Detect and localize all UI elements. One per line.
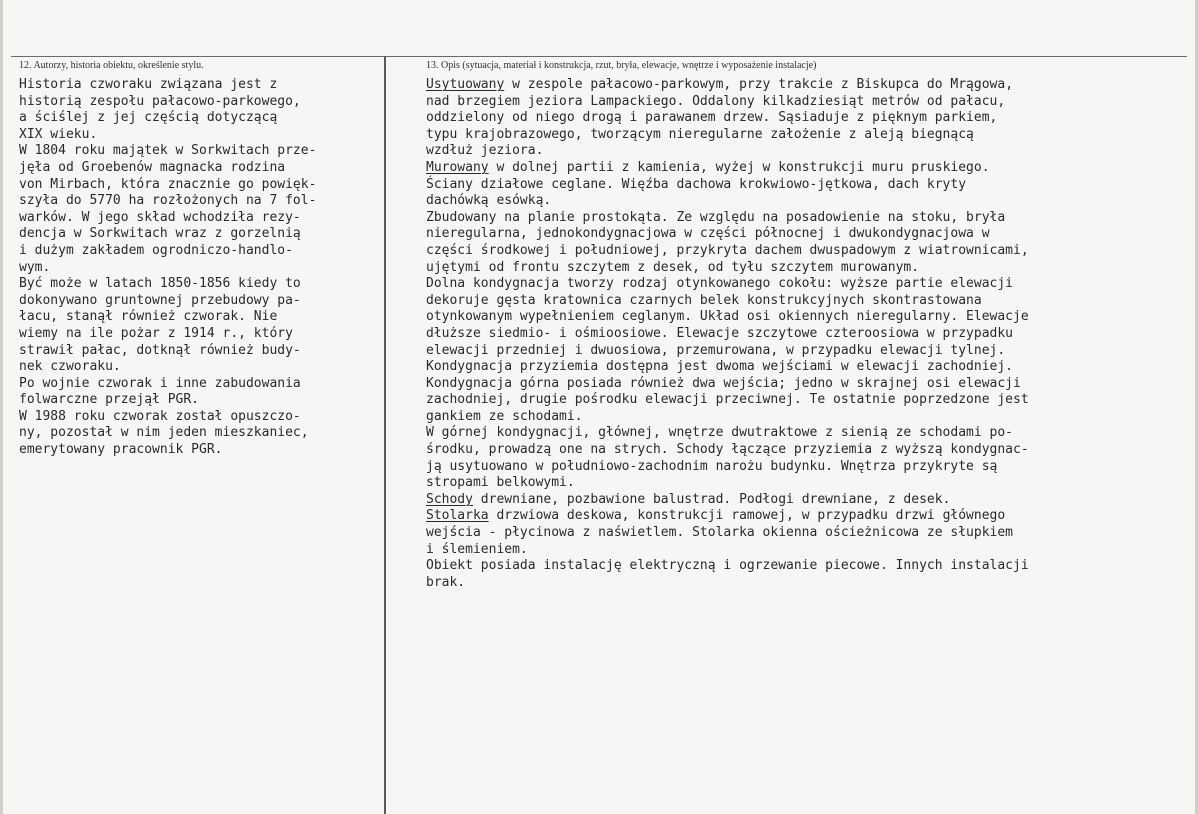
text-line: folwarczne przejął PGR. — [19, 392, 200, 408]
text-line: dokonywano gruntownej przebudowy pa- — [19, 292, 301, 308]
text-line — [426, 226, 1196, 243]
line-text: brak. — [426, 574, 466, 590]
text-line — [426, 177, 1196, 194]
text-line — [426, 143, 1196, 160]
line-text: ją usytuowano w południowo-zachodnim narożu budynku. Wnętrza przykryte są — [426, 458, 998, 474]
text-line: dencja w Sorkwitach wraz z gorzelnią — [19, 226, 301, 242]
text-line: warków. W jego skład wchodziła rezy- — [19, 209, 301, 225]
line-text: oddzielony od niego drogą i parawanem drzew. Sąsiaduje z pięknym parkiem, — [426, 110, 998, 126]
line-text: Kondygnacja przyziemia dostępna jest dwoma wejściami w elewacji zachodniej. — [426, 359, 1013, 375]
text-line — [426, 392, 1196, 409]
text-line — [426, 160, 1196, 177]
text-line — [426, 558, 1196, 575]
text-line: historią zespołu pałacowo-parkowego, — [19, 93, 301, 109]
line-text: Obiekt posiada instalację elektryczną i ogrzewanie piecowe. Innych instalacji — [426, 558, 1029, 574]
section-12-text — [19, 77, 381, 459]
text-line: W 1804 roku majątek w Sorkwitach prze- — [19, 143, 317, 159]
text-line — [426, 376, 1196, 393]
line-text: nieregularna, jednokondygnacjowa w części północnej i dwukondygnacjowa w — [426, 226, 990, 242]
text-line: von Mirbach, która znacznie go powięk- — [19, 176, 317, 192]
text-line — [426, 442, 1196, 459]
text-line: XIX wieku. — [19, 126, 98, 142]
line-text: Kondygnacja górna posiada również dwa wejścia; jedno w skrajnej osi elewacji — [426, 375, 1021, 391]
text-line — [426, 193, 1196, 210]
underlined-keyword: Stolarka — [426, 508, 489, 524]
text-line — [426, 110, 1196, 127]
line-text: stropami belkowymi. — [426, 475, 575, 491]
text-line — [426, 260, 1196, 277]
text-line — [426, 326, 1196, 343]
text-line: W 1988 roku czworak został opuszczo- — [19, 408, 301, 424]
line-text: wzdłuż jeziora. — [426, 143, 544, 159]
text-line — [426, 343, 1196, 360]
text-line: Po wojnie czworak i inne zabudowania — [19, 375, 301, 391]
text-line: i dużym zakładem ogrodniczo-handlo- — [19, 242, 293, 258]
text-line — [426, 492, 1196, 509]
underlined-keyword: Murowany — [426, 159, 489, 175]
line-text: otynkowanym wypełnieniem ceglanym. Układ osi okiennych nieregularny. Elewacje — [426, 309, 1029, 325]
text-line — [426, 77, 1196, 94]
line-text: w dolnej partii z kamienia, wyżej w konstrukcji muru pruskiego. — [488, 159, 990, 175]
text-line — [426, 425, 1196, 442]
text-line: Być może w latach 1850-1856 kiedy to — [19, 276, 301, 292]
line-text: W górnej kondygnacji, głównej, wnętrze dwutraktowe z sienią ze schodami po- — [426, 425, 1013, 441]
text-line: strawił pałac, dotknął również budy- — [19, 342, 301, 358]
line-text: typu krajobrazowego, tworzącym nieregularne założenie z aleją biegnącą — [426, 126, 974, 142]
text-line — [426, 459, 1196, 476]
line-text: dekoruje gęsta kratownica czarnych belek konstrukcyjnych skontrastowana — [426, 292, 982, 308]
text-line — [426, 127, 1196, 144]
text-line — [426, 309, 1196, 326]
underlined-keyword: Schody — [426, 491, 473, 507]
line-text: zachodniej, drugie pośrodku elewacji przeciwnej. Te ostatnie poprzedzone jest — [426, 392, 1029, 408]
text-line: Historia czworaku związana jest z — [19, 77, 278, 92]
text-line — [426, 508, 1196, 525]
text-line: jęła od Groebenów magnacka rodzina — [19, 159, 286, 175]
line-text: dłuższe siedmio- i ośmioosiowe. Elewacje szczytowe czteroosiowa w przypadku — [426, 325, 1013, 341]
line-text: i ślemieniem. — [426, 541, 528, 557]
line-text: drzwiowa deskowa, konstrukcji ramowej, w przypadku drzwi głównego — [488, 508, 1006, 524]
text-line — [426, 409, 1196, 426]
line-text: ujętymi od frontu szczytem z desek, od tyłu szczytem murowanym. — [426, 259, 920, 275]
text-line — [426, 525, 1196, 542]
text-line — [426, 276, 1196, 293]
top-rule — [11, 56, 1187, 57]
text-line: emerytowany pracownik PGR. — [19, 442, 223, 458]
section-12-heading: 12. Autorzy, historia obiektu, określenie stylu. — [19, 60, 204, 71]
underlined-keyword: Usytuowany — [426, 77, 505, 92]
text-line — [426, 575, 1196, 592]
text-line: nek czworaku. — [19, 359, 121, 375]
text-line: łacu, stanął również czworak. Nie — [19, 309, 278, 325]
text-line: a ściślej z jej częścią dotyczącą — [19, 110, 278, 126]
line-text: w zespole pałacowo-parkowym, przy trakcie z Biskupca do Mrągowa, — [504, 77, 1014, 92]
line-text: drewniane, pozbawione balustrad. Podłogi drewniane, z desek. — [472, 491, 951, 507]
text-line — [426, 542, 1196, 559]
text-line — [426, 359, 1196, 376]
text-line: wym. — [19, 259, 51, 275]
column-divider — [384, 56, 386, 814]
text-line — [426, 94, 1196, 111]
line-text: Zbudowany na planie prostokąta. Ze względu na posadowienie na stoku, bryła — [426, 209, 1006, 225]
line-text: środku, prowadzą one na strych. Schody łączące przyziemia z wyższą kondygnac- — [426, 442, 1029, 458]
text-line — [426, 210, 1196, 227]
line-text: wejścia - płycinowa z naświetlem. Stolarka okienna ościeżnicowa ze słupkiem — [426, 525, 1013, 541]
section-13-heading: 13. Opis (sytuacja, materiał i konstrukcja, rzut, bryła, elewacje, wnętrze i wyposażenie instalacje) — [426, 60, 817, 71]
text-line: szyła do 5770 ha rozłożonych na 7 fol- — [19, 193, 317, 209]
line-text: Dolna kondygnacja tworzy rodzaj otynkowanego cokołu: wyższe partie elewacji — [426, 276, 1013, 292]
section-13-text — [426, 77, 1196, 591]
text-line: wiemy na ile pożar z 1914 r., który — [19, 325, 293, 341]
line-text: części środkowej i południowej, przykryta dachem dwuspadowym z wiatrownicami, — [426, 242, 1029, 258]
line-text: dachówką esówką. — [426, 193, 552, 209]
section-13-description — [426, 60, 1196, 591]
line-text: Ściany działowe ceglane. Więźba dachowa krokwiowo-jętkowa, dach kryty — [426, 176, 967, 192]
text-line — [426, 243, 1196, 260]
line-text: elewacji przedniej i dwuosiowa, przemurowana, w przypadku elewacji tylnej. — [426, 342, 1006, 358]
section-12-history — [19, 60, 381, 459]
text-line: ny, pozostał w nim jeden mieszkaniec, — [19, 425, 309, 441]
line-text: gankiem ze schodami. — [426, 408, 583, 424]
text-line — [426, 293, 1196, 310]
text-line — [426, 475, 1196, 492]
line-text: nad brzegiem jeziora Lampackiego. Oddalony kilkadziesiąt metrów od pałacu, — [426, 93, 1006, 109]
